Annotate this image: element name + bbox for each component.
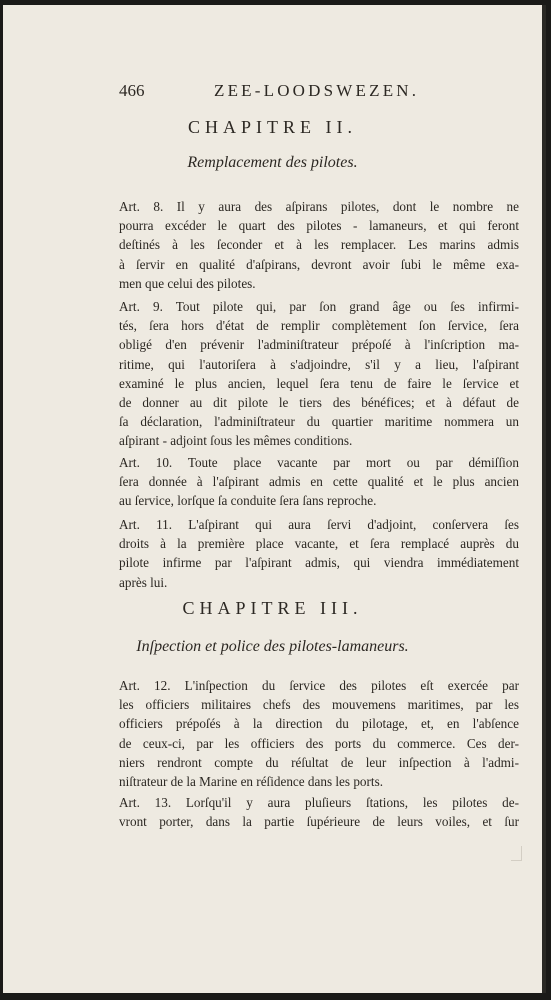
text-line: niers rendront compte du réſultat de leur inſpection à l'admi- — [119, 754, 519, 770]
text-line: Art. 9. Tout pilote qui, par ſon grand âge ou ſes infirmi- — [119, 299, 519, 314]
text-line: deſtinés à les ſeconder et à les remplacer. Les marins admis — [119, 237, 519, 253]
text-line: examiné le plus ancien, lequel ſera tenu de faire le ſervice et — [119, 375, 519, 391]
text-line: droits à la première place vacante, et ſera remplacé auprès du — [119, 536, 519, 552]
text-line: niſtrateur de la Marine en réſidence dans les ports. — [119, 774, 384, 790]
chapter-2-subtitle: Remplacement des pilotes. — [187, 154, 358, 171]
article-9 — [119, 297, 519, 451]
page-corner-mark — [511, 846, 522, 861]
text-line: ſa déclaration, l'adminiſtrateur du quartier maritime nommera un — [119, 414, 519, 430]
chapter-3-heading: CHAPITRE III. — [182, 598, 363, 618]
text-line: à ſervir en qualité d'aſpirans, devront avoir ſubi le même exa- — [119, 256, 519, 272]
text-line: Art. 10. Toute place vacante par mort ou par démiſſion — [119, 455, 519, 470]
text-line: ſera donnée à l'aſpirant admis en cette qualité et le plus ancien — [119, 474, 519, 490]
text-line: officiers prépoſés à la direction du pilotage, et, en l'abſence — [119, 716, 519, 732]
text-line: pourra excéder le quart des pilotes - lamaneurs, et qui feront — [119, 218, 519, 234]
article-11 — [119, 515, 519, 592]
text-line: Art. 13. Lorſqu'il y aura pluſieurs ſtations, les pilotes de- — [119, 795, 519, 810]
book-page — [3, 5, 546, 993]
running-title: ZEE-LOODSWEZEN. — [214, 81, 420, 100]
text-line: obligé d'en prévenir l'adminiſtrateur prépoſé à l'inſcription ma- — [119, 337, 519, 353]
text-line: les officiers militaires chefs des mouvemens maritimes, par les — [119, 697, 519, 713]
text-line: ritime, qui l'autoriſera à s'adjoindre, s'il y a lieu, l'aſpirant — [119, 356, 519, 372]
text-line: tés, ſera hors d'état de remplir complètement ſon ſervice, ſera — [119, 318, 519, 334]
article-12 — [119, 676, 519, 791]
text-line: aſpirant - adjoint ſous les mêmes conditions. — [119, 433, 353, 449]
text-line: au ſervice, lorſque ſa conduite ſera ſans reproche. — [119, 493, 377, 509]
text-line: après lui. — [119, 574, 168, 590]
text-line: Art. 8. Il y aura des aſpirans pilotes, dont le nombre ne — [119, 199, 519, 214]
text-line: vront porter, dans la partie ſupérieure de leurs voiles, et ſur — [119, 814, 519, 830]
text-line: men que celui des pilotes. — [119, 275, 256, 291]
text-line: de ceux-ci, par les officiers des ports du commerce. Ces der- — [119, 735, 519, 751]
text-line: pilote infirme par l'aſpirant admis, qui viendra immédiatement — [119, 555, 519, 571]
page-number: 466 — [119, 81, 145, 100]
article-13 — [119, 793, 519, 831]
text-line: Art. 11. L'aſpirant qui aura ſervi d'adjoint, conſervera ſes — [119, 517, 519, 532]
text-line: de donner au dit pilote le tiers des bénéfices; et à défaut de — [119, 395, 519, 411]
text-line: Art. 12. L'inſpection du ſervice des pilotes eſt exercée par — [119, 678, 519, 693]
article-8 — [119, 197, 519, 293]
chapter-3-subtitle: Inſpection et police des pilotes-lamaneurs. — [136, 638, 409, 655]
chapter-2-heading: CHAPITRE II. — [188, 117, 357, 137]
article-10 — [119, 453, 519, 511]
running-header — [119, 81, 520, 105]
